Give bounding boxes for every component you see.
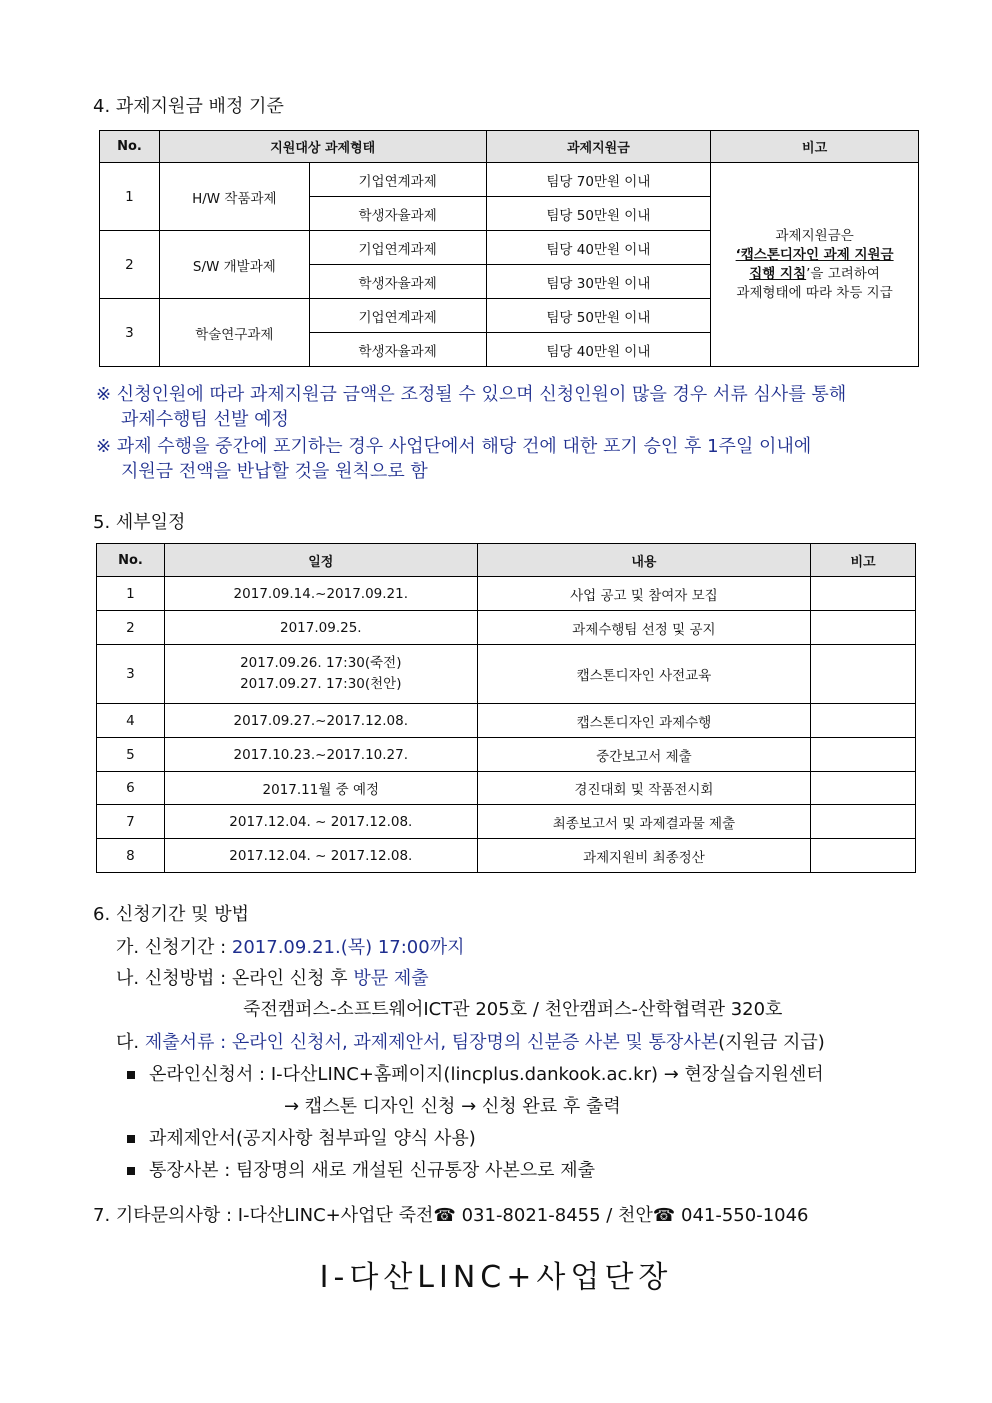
- contact-label: 7. 기타문의사항 : I-다산LINC+사업단 죽전: [93, 1205, 434, 1226]
- note-line: ※ 신청인원에 따라 과제지원금 금액은 조정될 수 있으며 신청인원이 많을 경우 서류 심사를 통해: [96, 384, 847, 405]
- row-type: 학생자율과제: [309, 197, 486, 231]
- remark-line: 과제지원금은: [775, 227, 854, 244]
- col-remark: 비고: [711, 131, 919, 163]
- period-label: 가. 신청기간 :: [116, 937, 232, 958]
- phone-icon: ☎: [433, 1205, 456, 1226]
- section-4-title: 4. 과제지원금 배정 기준: [93, 96, 284, 117]
- docs-required: 제출서류 : 온라인 신청서, 과제제안서, 팀장명의 신분증 사본 및 통장사본: [144, 1032, 719, 1053]
- row-content: 사업 공고 및 참여자 모집: [477, 577, 810, 611]
- row-note: [811, 577, 916, 611]
- row-date: 2017.09.25.: [164, 611, 477, 645]
- row-no: 1: [100, 163, 160, 231]
- row-date: 2017.11월 중 예정: [164, 772, 477, 805]
- row-amount: 팀당 50만원 이내: [486, 299, 711, 333]
- row-note: [811, 738, 916, 772]
- table-row: [97, 577, 916, 611]
- row-type: 기업연계과제: [309, 163, 486, 197]
- row-no: 5: [97, 738, 165, 772]
- phone-icon: ☎: [652, 1205, 676, 1226]
- row-amount: 팀당 40만원 이내: [486, 231, 711, 265]
- bullet-icon: [127, 1135, 135, 1143]
- row-note: [811, 839, 916, 873]
- row-note: [811, 645, 916, 704]
- col-no: No.: [97, 544, 165, 577]
- allocation-table: [99, 130, 919, 367]
- row-amount: 팀당 50만원 이내: [486, 197, 711, 231]
- bullet-text: 온라인신청서 : I-다산LINC+홈페이지(lincplus.dankook.ac.kr) → 현장실습지원센터: [149, 1064, 824, 1085]
- section-5-title: 5. 세부일정: [93, 512, 186, 533]
- bullet-item: [127, 1060, 824, 1086]
- schedule-table: [96, 543, 916, 873]
- row-category: 학술연구과제: [159, 299, 309, 367]
- contact-phone: 031-8021-8455 / 천안: [455, 1205, 653, 1226]
- row-content: 캡스톤디자인 사전교육: [477, 645, 810, 704]
- row-category: S/W 개발과제: [159, 231, 309, 299]
- signature-title: I-다산LINC+사업단장: [319, 1260, 673, 1295]
- row-type: 학생자율과제: [309, 265, 486, 299]
- row-date: 2017.09.27.~2017.12.08.: [164, 704, 477, 738]
- table-row: [97, 704, 916, 738]
- period-line: [116, 933, 465, 959]
- row-date: 2017.12.04. ~ 2017.12.08.: [164, 839, 477, 873]
- col-amount: 과제지원금: [486, 131, 711, 163]
- bullet-icon: [127, 1071, 135, 1079]
- contact-line: [93, 1201, 809, 1227]
- method-label: 나. 신청방법 : 온라인 신청 후: [116, 968, 354, 989]
- table-row: [97, 772, 916, 805]
- remark-line-emphasis: 집행 지침: [749, 265, 807, 282]
- row-amount: 팀당 40만원 이내: [486, 333, 711, 367]
- table-row: [97, 738, 916, 772]
- row-date-line: 2017.09.27. 17:30(천안): [240, 676, 402, 692]
- row-type: 학생자율과제: [309, 333, 486, 367]
- note-2: [96, 434, 811, 484]
- remark-line: 과제형태에 따라 차등 지급: [736, 284, 893, 301]
- col-no: No.: [100, 131, 160, 163]
- bullet-icon: [127, 1167, 135, 1175]
- row-content: 캡스톤디자인 과제수행: [477, 704, 810, 738]
- row-no: 2: [100, 231, 160, 299]
- note-line: 과제수행팀 선발 예정: [121, 409, 289, 430]
- row-category: H/W 작품과제: [159, 163, 309, 231]
- row-content: 과제수행팀 선정 및 공지: [477, 611, 810, 645]
- schedule-header-row: [97, 544, 916, 577]
- row-no: 8: [97, 839, 165, 873]
- row-date: 2017.09.14.~2017.09.21.: [164, 577, 477, 611]
- col-note: 비고: [811, 544, 916, 577]
- row-no: 4: [97, 704, 165, 738]
- docs-line: [116, 1028, 825, 1054]
- docs-suffix: (지원금 지급): [718, 1032, 825, 1053]
- bullet-item: [127, 1156, 595, 1182]
- row-amount: 팀당 30만원 이내: [486, 265, 711, 299]
- row-note: [811, 611, 916, 645]
- row-amount: 팀당 70만원 이내: [486, 163, 711, 197]
- row-note: [811, 805, 916, 839]
- row-no: 3: [97, 645, 165, 704]
- method-line: [116, 964, 429, 990]
- row-content: 경진대회 및 작품전시회: [477, 772, 810, 805]
- bullet-continuation: → 캡스톤 디자인 신청 → 신청 완료 후 출력: [284, 1096, 621, 1117]
- row-no: 6: [97, 772, 165, 805]
- location-line: 죽전캠퍼스-소프트웨어ICT관 205호 / 천안캠퍼스-산학협력관 320호: [243, 999, 783, 1020]
- col-content: 내용: [477, 544, 810, 577]
- row-content: 과제지원비 최종정산: [477, 839, 810, 873]
- section-6-title: 6. 신청기간 및 방법: [93, 904, 250, 925]
- table-row: [100, 163, 919, 197]
- bullet-item: [127, 1124, 476, 1150]
- col-date: 일정: [164, 544, 477, 577]
- allocation-header-row: [100, 131, 919, 163]
- period-value: 2017.09.21.(목) 17:00까지: [231, 937, 465, 958]
- note-1: [96, 382, 846, 432]
- row-date: 2017.12.04. ~ 2017.12.08.: [164, 805, 477, 839]
- note-line: ※ 과제 수행을 중간에 포기하는 경우 사업단에서 해당 건에 대한 포기 승인 후 1주일 이내에: [96, 436, 812, 457]
- docs-prefix: 다.: [116, 1032, 145, 1053]
- remark-cell: [711, 163, 919, 367]
- note-line: 지원금 전액을 반납할 것을 원칙으로 함: [121, 461, 428, 482]
- row-type: 기업연계과제: [309, 231, 486, 265]
- row-no: 3: [100, 299, 160, 367]
- row-no: 1: [97, 577, 165, 611]
- bullet-text: 과제제안서(공지사항 첨부파일 양식 사용): [149, 1128, 476, 1149]
- row-no: 7: [97, 805, 165, 839]
- row-note: [811, 772, 916, 805]
- table-row: [97, 839, 916, 873]
- row-content: 최종보고서 및 과제결과물 제출: [477, 805, 810, 839]
- row-type: 기업연계과제: [309, 299, 486, 333]
- bullet-text: 통장사본 : 팀장명의 새로 개설된 신규통장 사본으로 제출: [149, 1160, 596, 1181]
- table-row: [97, 805, 916, 839]
- method-value: 방문 제출: [353, 968, 429, 989]
- row-content: 중간보고서 제출: [477, 738, 810, 772]
- row-no: 2: [97, 611, 165, 645]
- remark-line: ’을 고려하여: [806, 265, 880, 282]
- col-type: 지원대상 과제형태: [159, 131, 486, 163]
- table-row: [97, 611, 916, 645]
- contact-phone: 041-550-1046: [675, 1205, 809, 1226]
- row-note: [811, 704, 916, 738]
- row-date: [164, 645, 477, 704]
- row-date-line: 2017.09.26. 17:30(죽전): [240, 655, 402, 671]
- row-date: 2017.10.23.~2017.10.27.: [164, 738, 477, 772]
- table-row: [97, 645, 916, 704]
- remark-line-emphasis: ‘캡스톤디자인 과제 지원금: [735, 246, 894, 263]
